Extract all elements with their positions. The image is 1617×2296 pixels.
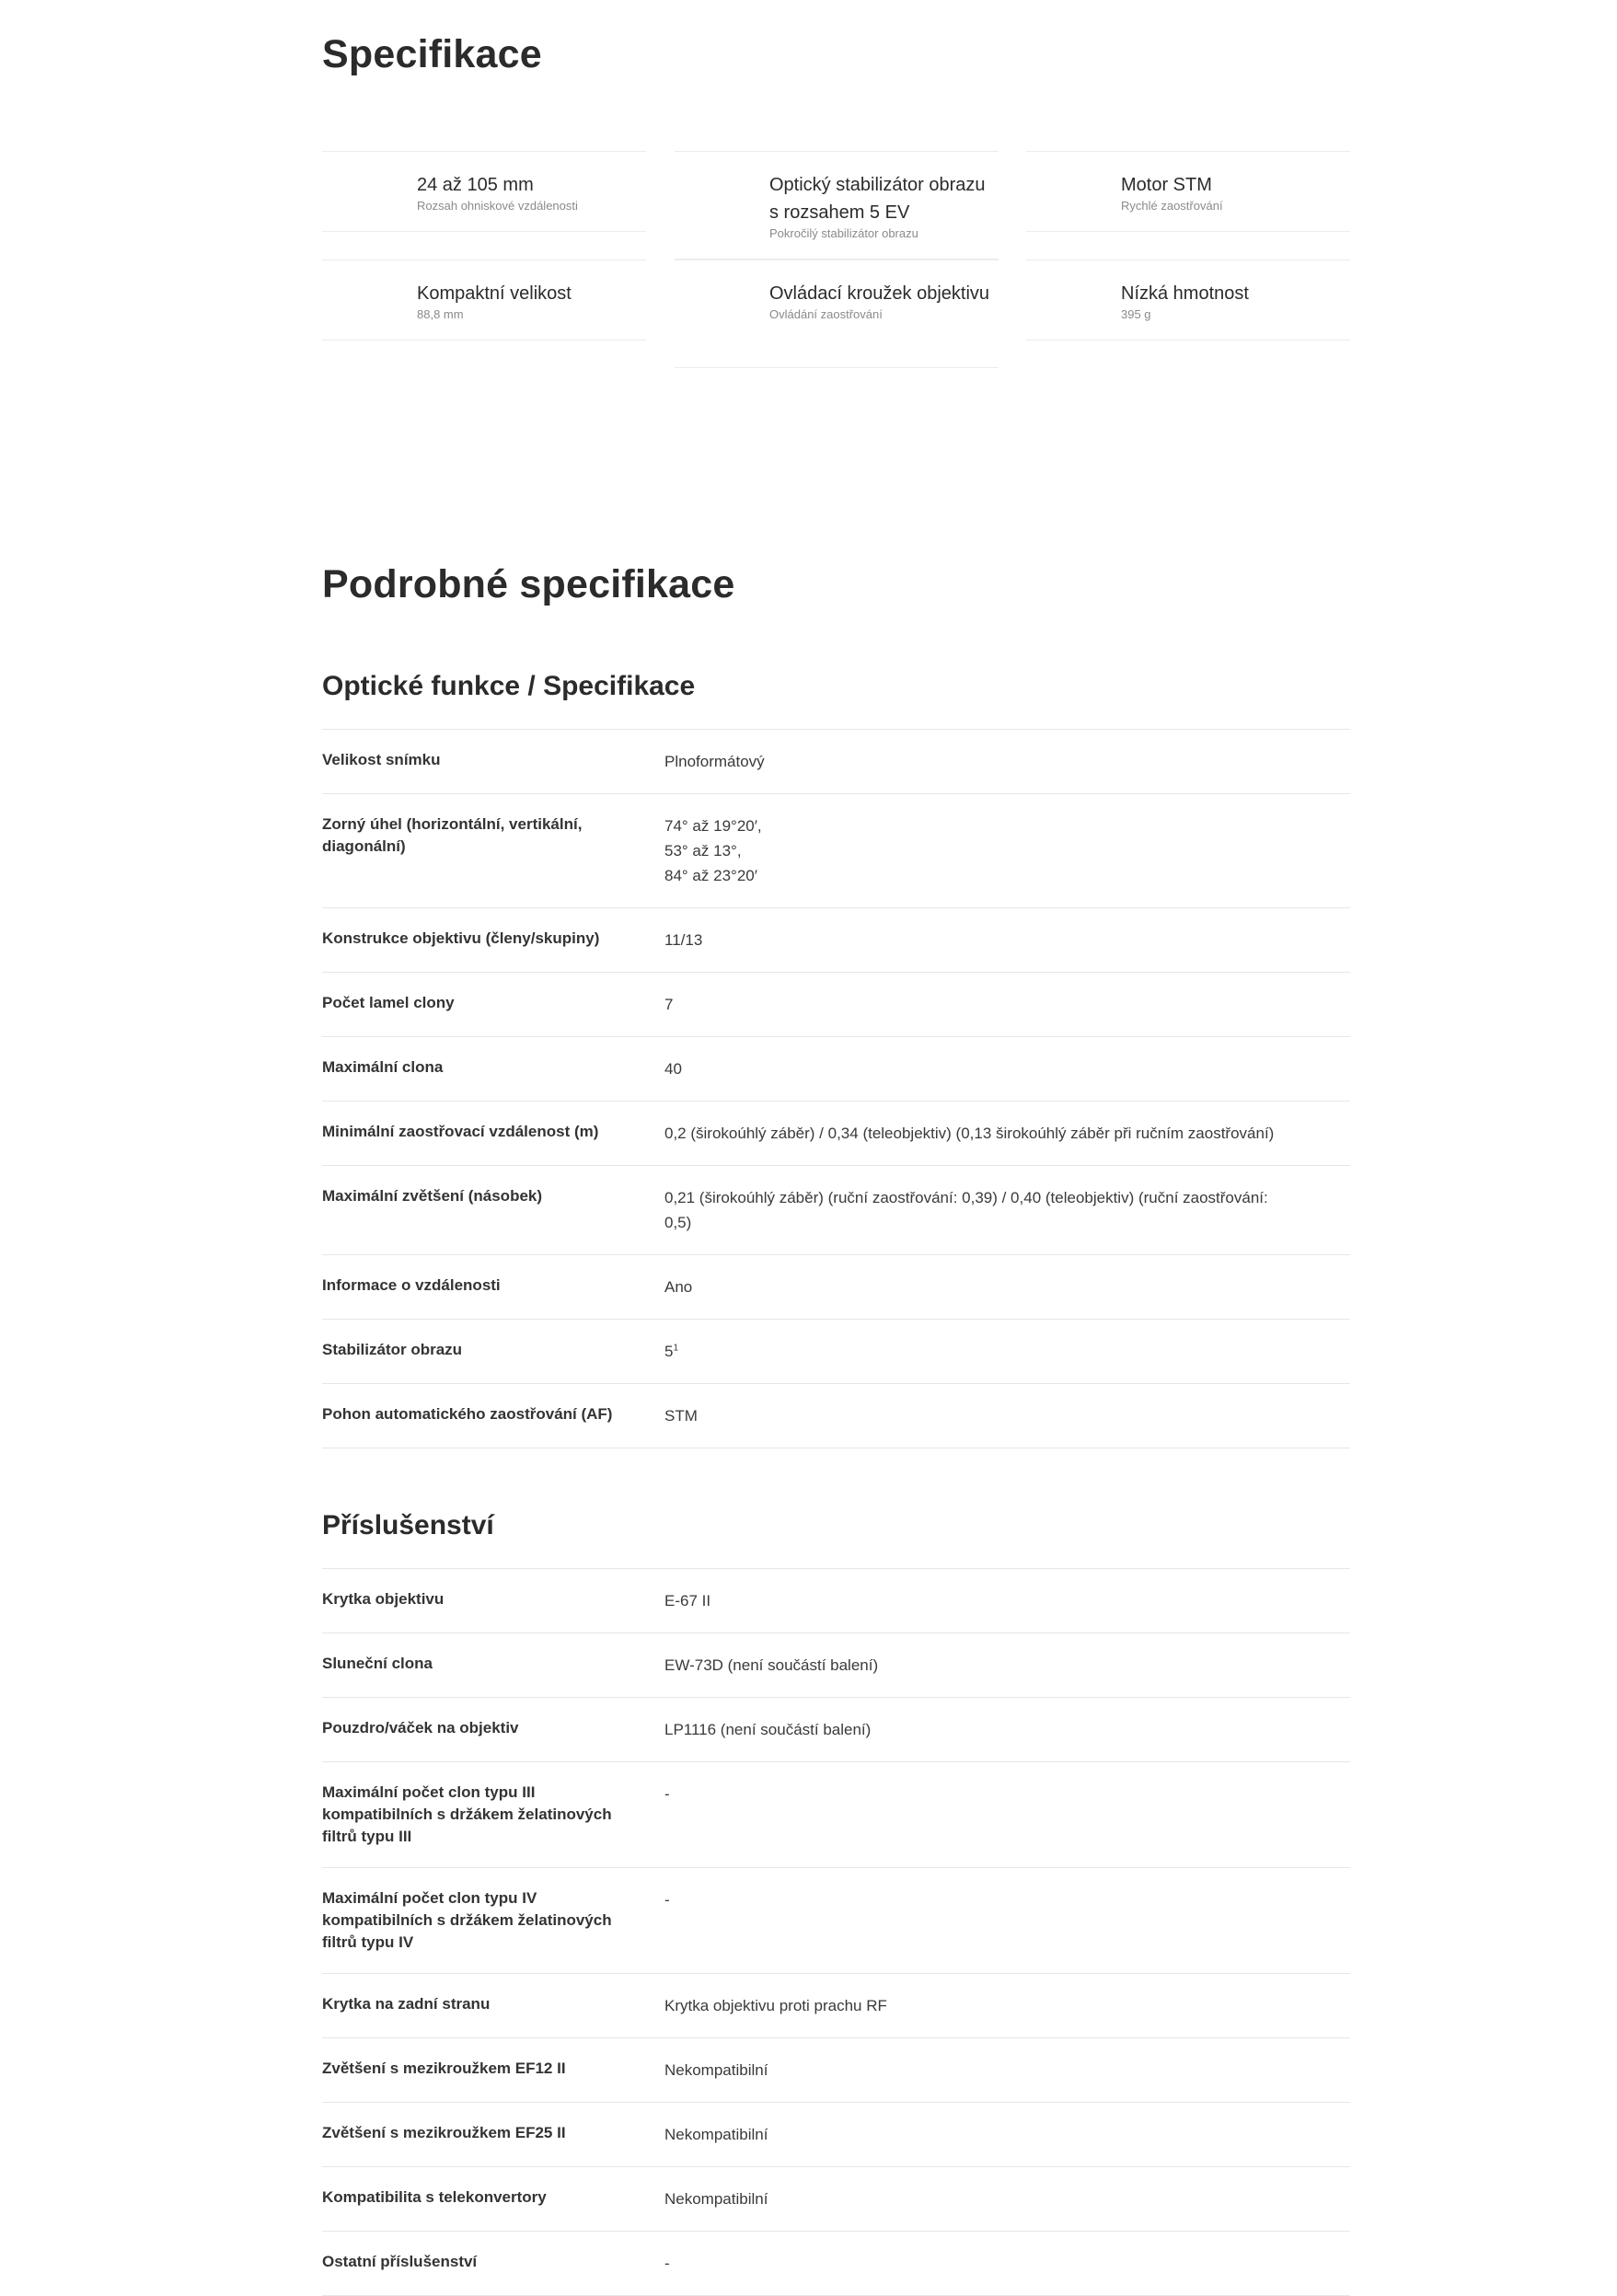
feature-title: Motor STM <box>1121 175 1212 195</box>
feature-subtitle: Rozsah ohniskové vzdálenosti <box>417 199 578 213</box>
feature-low-weight <box>1026 260 1350 340</box>
spec-label: Maximální počet clon typu IV kompatibilních s držákem želatinových filtrů typu IV <box>322 1889 612 1951</box>
spec-label: Ostatní příslušenství <box>322 2253 478 2270</box>
spec-value: E-67 II <box>664 1592 711 1610</box>
weight-icon <box>1039 281 1080 321</box>
spec-value-text: 5 <box>664 1343 674 1360</box>
feature-subtitle: Ovládání zaostřování <box>769 307 883 321</box>
motor-icon <box>1039 172 1080 213</box>
table-row <box>322 1973 1350 2037</box>
spec-value: 0,21 (širokoúhlý záběr) (ruční zaostřování: 0,39) / 0,40 (teleobjektiv) (ruční zaostřování: 0,5) <box>664 1189 1268 1231</box>
feature-subtitle: Rychlé zaostřování <box>1121 199 1223 213</box>
feature-motor <box>1026 151 1350 232</box>
spec-value-line: 53° až 13°, <box>664 842 742 860</box>
spec-value: Ano <box>664 1278 693 1296</box>
feature-title: Kompaktní velikost <box>417 283 572 304</box>
table-row <box>322 1867 1350 1973</box>
spec-label: Pohon automatického zaostřování (AF) <box>322 1405 613 1423</box>
spec-value: 0,2 (širokoúhlý záběr) / 0,34 (teleobjektiv) (0,13 širokoúhlý záběr při ručním zaostřování) <box>664 1125 1275 1142</box>
detailed-specifications-title: Podrobné specifikace <box>322 562 735 606</box>
spec-label: Krytka na zadní stranu <box>322 1995 491 2013</box>
feature-control-ring <box>675 260 999 368</box>
spec-value: 11/13 <box>664 931 703 949</box>
spec-label: Zvětšení s mezikroužkem EF25 II <box>322 2124 566 2141</box>
table-row <box>322 1036 1350 1101</box>
spec-value: - <box>664 1785 670 1803</box>
table-row <box>322 729 1350 793</box>
spec-value: Nekompatibilní <box>664 2061 768 2079</box>
table-row <box>322 1254 1350 1319</box>
spec-value: - <box>664 1891 670 1909</box>
stabilizer-icon <box>687 172 728 213</box>
feature-title: Optický stabilizátor obrazu s rozsahem 5 EV <box>769 175 986 223</box>
spec-label: Konstrukce objektivu (členy/skupiny) <box>322 929 600 947</box>
accessories-group-title: Příslušenství <box>322 1510 494 1540</box>
spec-label: Minimální zaostřovací vzdálenost (m) <box>322 1123 599 1140</box>
spec-label: Pouzdro/váček na objektiv <box>322 1719 519 1736</box>
table-row <box>322 907 1350 972</box>
feature-focal-length <box>322 151 646 232</box>
spec-value <box>664 1339 1350 1364</box>
table-row <box>322 1568 1350 1633</box>
feature-subtitle: 88,8 mm <box>417 307 464 321</box>
accessories-spec-table <box>322 1568 1350 2296</box>
focal-length-icon <box>335 172 375 213</box>
spec-label: Kompatibilita s telekonvertory <box>322 2188 547 2206</box>
feature-subtitle: Pokročilý stabilizátor obrazu <box>769 226 918 240</box>
spec-value: LP1116 (není součástí balení) <box>664 1721 872 1738</box>
table-row <box>322 2102 1350 2166</box>
spec-label: Maximální zvětšení (násobek) <box>322 1187 543 1205</box>
optics-spec-table <box>322 729 1350 1448</box>
spec-value: Krytka objektivu proti prachu RF <box>664 1997 887 2014</box>
table-row <box>322 2166 1350 2231</box>
feature-title: Nízká hmotnost <box>1121 283 1249 304</box>
table-row <box>322 1101 1350 1165</box>
size-icon <box>335 281 375 321</box>
table-row <box>322 1383 1350 1448</box>
footnote-link[interactable]: 1 <box>673 1343 679 1354</box>
table-row <box>322 1761 1350 1867</box>
feature-title: 24 až 105 mm <box>417 175 534 195</box>
spec-label: Maximální počet clon typu III kompatibilních s držákem želatinových filtrů typu III <box>322 1783 612 1845</box>
spec-value: - <box>664 2255 670 2272</box>
table-row <box>322 972 1350 1036</box>
table-row <box>322 1165 1350 1254</box>
table-row <box>322 1319 1350 1383</box>
spec-value: EW-73D (není součástí balení) <box>664 1656 879 1674</box>
spec-value: 40 <box>664 1060 682 1078</box>
spec-value: 7 <box>664 996 674 1013</box>
spec-value: STM <box>664 1407 698 1425</box>
feature-subtitle: 395 g <box>1121 307 1151 321</box>
feature-compact-size <box>322 260 646 340</box>
spec-value: Plnoformátový <box>664 753 765 770</box>
spec-value: Nekompatibilní <box>664 2126 768 2143</box>
spec-value-line: 84° až 23°20′ <box>664 867 757 884</box>
spec-label: Zvětšení s mezikroužkem EF12 II <box>322 2059 566 2077</box>
spec-value <box>664 813 1350 888</box>
optics-group-title: Optické funkce / Specifikace <box>322 671 696 701</box>
feature-title: Ovládací kroužek objektivu <box>769 283 990 304</box>
spec-label: Sluneční clona <box>322 1655 433 1672</box>
table-row <box>322 1633 1350 1697</box>
spec-label: Velikost snímku <box>322 751 441 768</box>
spec-label: Maximální clona <box>322 1058 444 1076</box>
table-row <box>322 2231 1350 2296</box>
spec-label: Zorný úhel (horizontální, vertikální, diagonální) <box>322 815 583 855</box>
table-row <box>322 793 1350 907</box>
spec-label: Stabilizátor obrazu <box>322 1341 463 1358</box>
table-row <box>322 1697 1350 1761</box>
feature-stabilizer <box>675 151 999 260</box>
spec-label: Informace o vzdálenosti <box>322 1276 501 1294</box>
spec-label: Počet lamel clony <box>322 994 455 1011</box>
table-row <box>322 2037 1350 2102</box>
specifications-title: Specifikace <box>322 32 542 76</box>
spec-value: Nekompatibilní <box>664 2190 768 2208</box>
spec-label: Krytka objektivu <box>322 1590 445 1608</box>
control-ring-icon <box>687 281 728 321</box>
spec-value-line: 74° až 19°20′, <box>664 817 762 835</box>
